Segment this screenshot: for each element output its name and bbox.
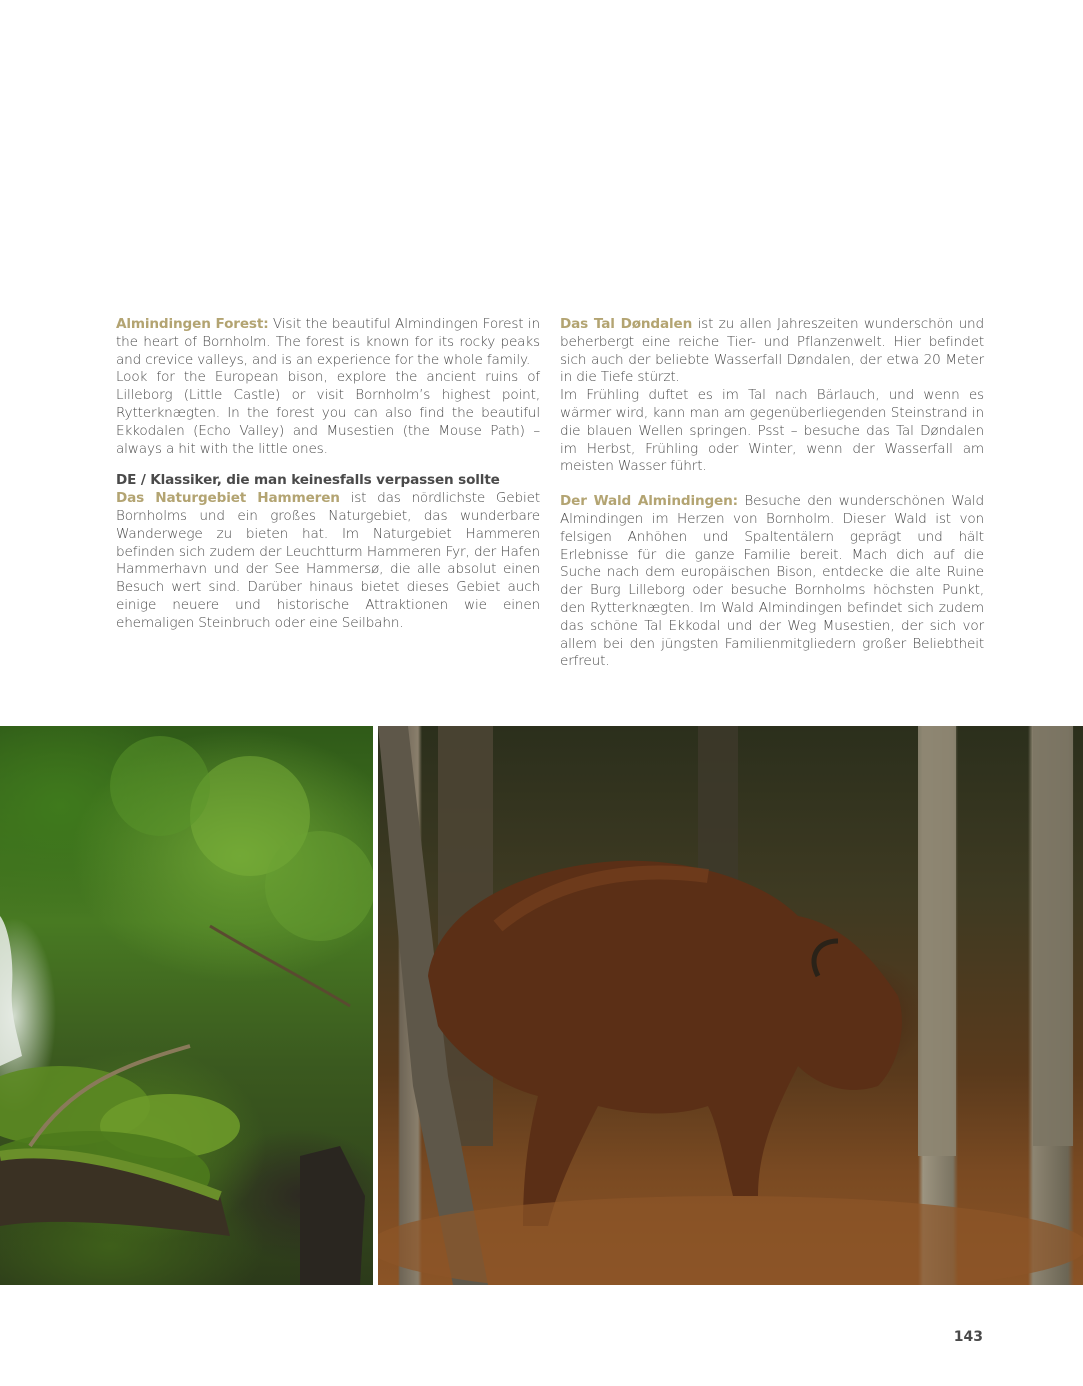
section-subheading-de: DE / Klassiker, die man keinesfalls verpassen sollte	[116, 472, 500, 489]
paragraph-text: ist zu allen Jahreszeiten wunderschön und beherbergt eine reiche Tier- und Pflanzenwelt. Hier befindet sich auch der beliebte Wasserfall Døndalen, der etwa 20 Meter in die Tiefe stürzt.	[560, 316, 984, 386]
bison-in-forest-photo	[378, 726, 1083, 1285]
page-number: 143	[953, 1329, 983, 1345]
forest-scene-illustration	[0, 726, 373, 1285]
paragraph-spring-de: Im Frühling duftet es im Tal nach Bärlauch, und wenn es wärmer wird, kann man am gegenüberliegenden Steinstrand in die blauen Wellen springen. Psst – besuche das Tal Døndalen im Herbst, Frühling oder Winter, wenn der Wasserfall am meisten Wasser führt.	[560, 387, 984, 475]
paragraph-hammeren-de	[116, 490, 540, 632]
paragraph-almindingen-de	[560, 493, 984, 671]
bison-scene-illustration	[378, 726, 1083, 1285]
paragraph-text: Besuche den wunderschönen Wald Almindingen im Herzen von Bornholm. Dieser Wald ist von felsigen Anhöhen und Spaltentälern geprägt und hält Erlebnisse für die ganze Familie bereit. Mach dich auf die Suche nach dem europäischen Bison, entdecke die alte Ruine der Burg Lilleborg oder besuche Bornholms höchsten Punkt, den Rytterknægten. Im Wald Almindingen befindet sich zudem das schöne Tal Ekkodal und der Weg Musestien, der sich vor allem bei den jüngsten Familienmitgliedern großer Beliebtheit erfreut.	[560, 493, 984, 670]
paragraph-almindingen-en	[116, 316, 540, 369]
forest-waterfall-photo	[0, 726, 373, 1285]
paragraph-dondalen-de	[560, 316, 984, 387]
lead-wald-almindingen: Der Wald Almindingen:	[560, 493, 738, 510]
paragraph-text: ist das nördlichste Gebiet Bornholms und ein großes Naturgebiet, das wunderbare Wanderwege zu bieten hat. Im Naturgebiet Hammeren befinden sich zudem der Leuchtturm Hammeren Fyr, der Hafen Hammerhavn und der See Hammersø, die alle absolut einen Besuch wert sind. Darüber hinaus bietet dieses Gebiet auch einige neuere und historische Attraktionen wie einen ehemaligen Steinbruch oder eine Seilbahn.	[116, 490, 540, 631]
paragraph-bison-en: Look for the European bison, explore the ancient ruins of Lilleborg (Little Castle) or visit Bornholm’s highest point, Rytterknægten. In the forest you can also find the beautiful Ekkodalen (Echo Valley) and Musestien (the Mouse Path) – always a hit with the little ones.	[116, 369, 540, 457]
lead-naturgebiet-hammeren: Das Naturgebiet Hammeren	[116, 490, 340, 507]
right-text-column	[560, 316, 984, 671]
lead-almindingen-forest: Almindingen Forest:	[116, 316, 269, 332]
lead-tal-dondalen: Das Tal Døndalen	[560, 316, 693, 332]
paragraph-text: Visit the beautiful Almindingen Forest in the heart of Bornholm. The forest is known for its rocky peaks and crevice valleys, and is an experience for the whole family.	[116, 316, 540, 368]
left-text-column	[116, 316, 540, 633]
